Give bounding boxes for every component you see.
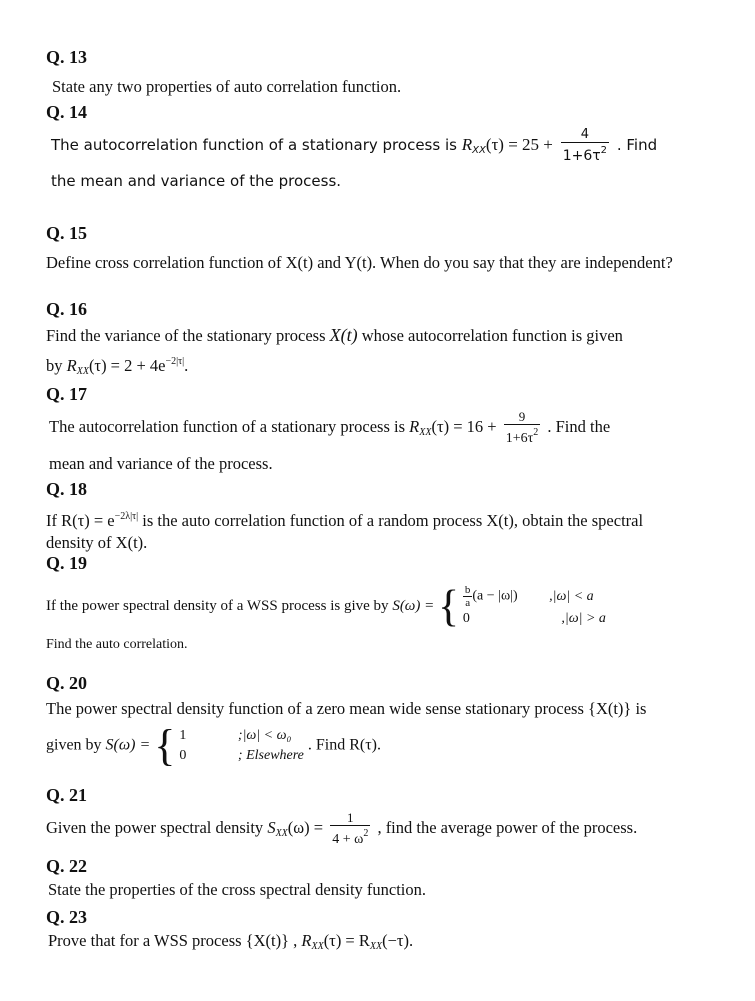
case-1 [463,584,606,609]
question-text-line2: Find the auto correlation. [46,637,188,652]
question-text: The autocorrelation function of a stationary process is [51,136,457,154]
formula-subscript: XX [311,941,324,952]
question-text: State the properties of the cross spectral density function. [48,880,427,899]
formula-argument-2: (−τ). [382,931,414,950]
question-text: If the power spectral density of a WSS process is give by [46,597,389,614]
question-number: Q. 18 [46,479,88,499]
left-brace: { [438,581,460,631]
case-1-condition: ;|ω| < ω₀ [237,728,292,743]
case-fraction-num: b [464,584,471,596]
question-19 [46,552,706,653]
question-number: Q. 21 [46,785,88,805]
fraction [561,127,609,164]
question-22 [46,855,706,901]
question-text-post: is the auto correlation function of a random process X(t), obtain the spectral density of X(t). [46,511,644,552]
formula-subscript: XX [76,366,89,377]
case-2-condition: ; Elsewhere [237,748,304,763]
fraction-denominator: $1+6\tau^2$ [504,424,541,447]
question-number: Q. 22 [46,856,88,876]
question-number: Q. 14 [46,102,88,122]
formula-exponent: −2λ|τ| [114,511,139,522]
fraction-numerator: 4 [580,127,589,142]
fraction [330,810,370,848]
formula-exponent: −2|τ| [165,356,185,367]
formula-argument: (τ) = 16 + [431,416,497,436]
formula-subscript: XX [419,426,432,438]
question-number: Q. 19 [46,553,88,573]
question-number: Q. 23 [46,907,88,927]
question-text: The autocorrelation function of a stationary process is [49,416,406,436]
formula-lhs: S(ω) = [392,597,435,614]
question-text: The power spectral density function of a zero mean wide sense stationary process {X(t)} is [46,699,647,718]
case-2 [463,609,606,629]
case-fraction-den: a [463,596,473,609]
question-15 [46,222,706,274]
question-text: If R(τ) = e [46,511,115,530]
formula-lhs: R [301,931,312,950]
case-2-condition: ,|ω| > a [561,611,606,626]
question-text-post: , find the average power of the process. [377,817,638,837]
formula-argument: (τ) = R [323,931,370,950]
process-variable: X(t) [329,325,358,345]
question-text-line2: given by [46,736,102,754]
question-13 [46,46,706,98]
fraction-denominator: $4 + \omega^2$ [330,825,370,848]
question-text-line2: mean and variance of the process. [49,454,273,473]
question-16 [46,298,706,383]
question-text: Prove that for a WSS process {X(t)} , [48,931,298,950]
question-17 [46,383,706,475]
question-number: Q. 16 [46,299,88,319]
question-text: Given the power spectral density [46,817,264,837]
question-number: Q. 13 [46,47,88,67]
formula-subscript-2: XX [369,941,383,952]
formula-subscript: XX [275,827,288,839]
formula-lhs: R [461,135,473,154]
fraction-numerator: 9 [518,409,526,424]
question-text: Define cross correlation function of X(t) and Y(t). When do you say that they are independent? [46,253,673,272]
piecewise-cases [463,584,606,629]
question-text-post: . Find the [547,416,611,436]
formula-argument: (ω) = [287,817,324,837]
formula-lhs: R [66,356,77,375]
question-text-line2: by [46,356,63,375]
formula-argument: (τ) = 2 + 4e [88,356,166,375]
piecewise-cases [179,726,303,766]
formula-lhs: S [267,817,276,837]
question-text-post: whose autocorrelation function is given [361,326,623,345]
question-text-post: . Find [616,136,658,154]
case-2 [179,746,303,766]
question-18 [46,478,706,554]
question-21 [46,784,706,848]
question-14 [46,101,706,190]
fraction-denominator: $1+6\tau^2$ [561,142,609,164]
formula-argument: (τ) = 25 + [485,135,553,154]
question-23 [46,906,706,958]
formula-subscript: XX [472,145,486,156]
case-1-value: 1 [179,728,187,743]
question-text-post: . Find R(τ). [307,736,381,754]
question-number: Q. 20 [46,673,88,693]
question-number: Q. 17 [46,384,88,404]
case-2-value: 0 [179,748,187,763]
period: . [184,356,189,375]
fraction [504,409,541,447]
case-1-expression: (a − |ω|) [472,588,518,604]
question-text: Find the variance of the stationary process [46,326,326,345]
formula-lhs: R [409,416,420,436]
question-number: Q. 15 [46,223,88,243]
left-brace: { [154,721,176,770]
fraction-numerator: 1 [347,810,354,825]
formula-lhs: S(ω) = [105,736,151,754]
question-text-line2: the mean and variance of the process. [51,172,342,190]
question-20 [46,672,706,768]
case-2-value: 0 [462,611,470,626]
question-text: State any two properties of auto correlation function. [52,77,402,96]
case-1 [179,726,303,746]
case-1-condition: ,|ω| < a [549,588,594,604]
